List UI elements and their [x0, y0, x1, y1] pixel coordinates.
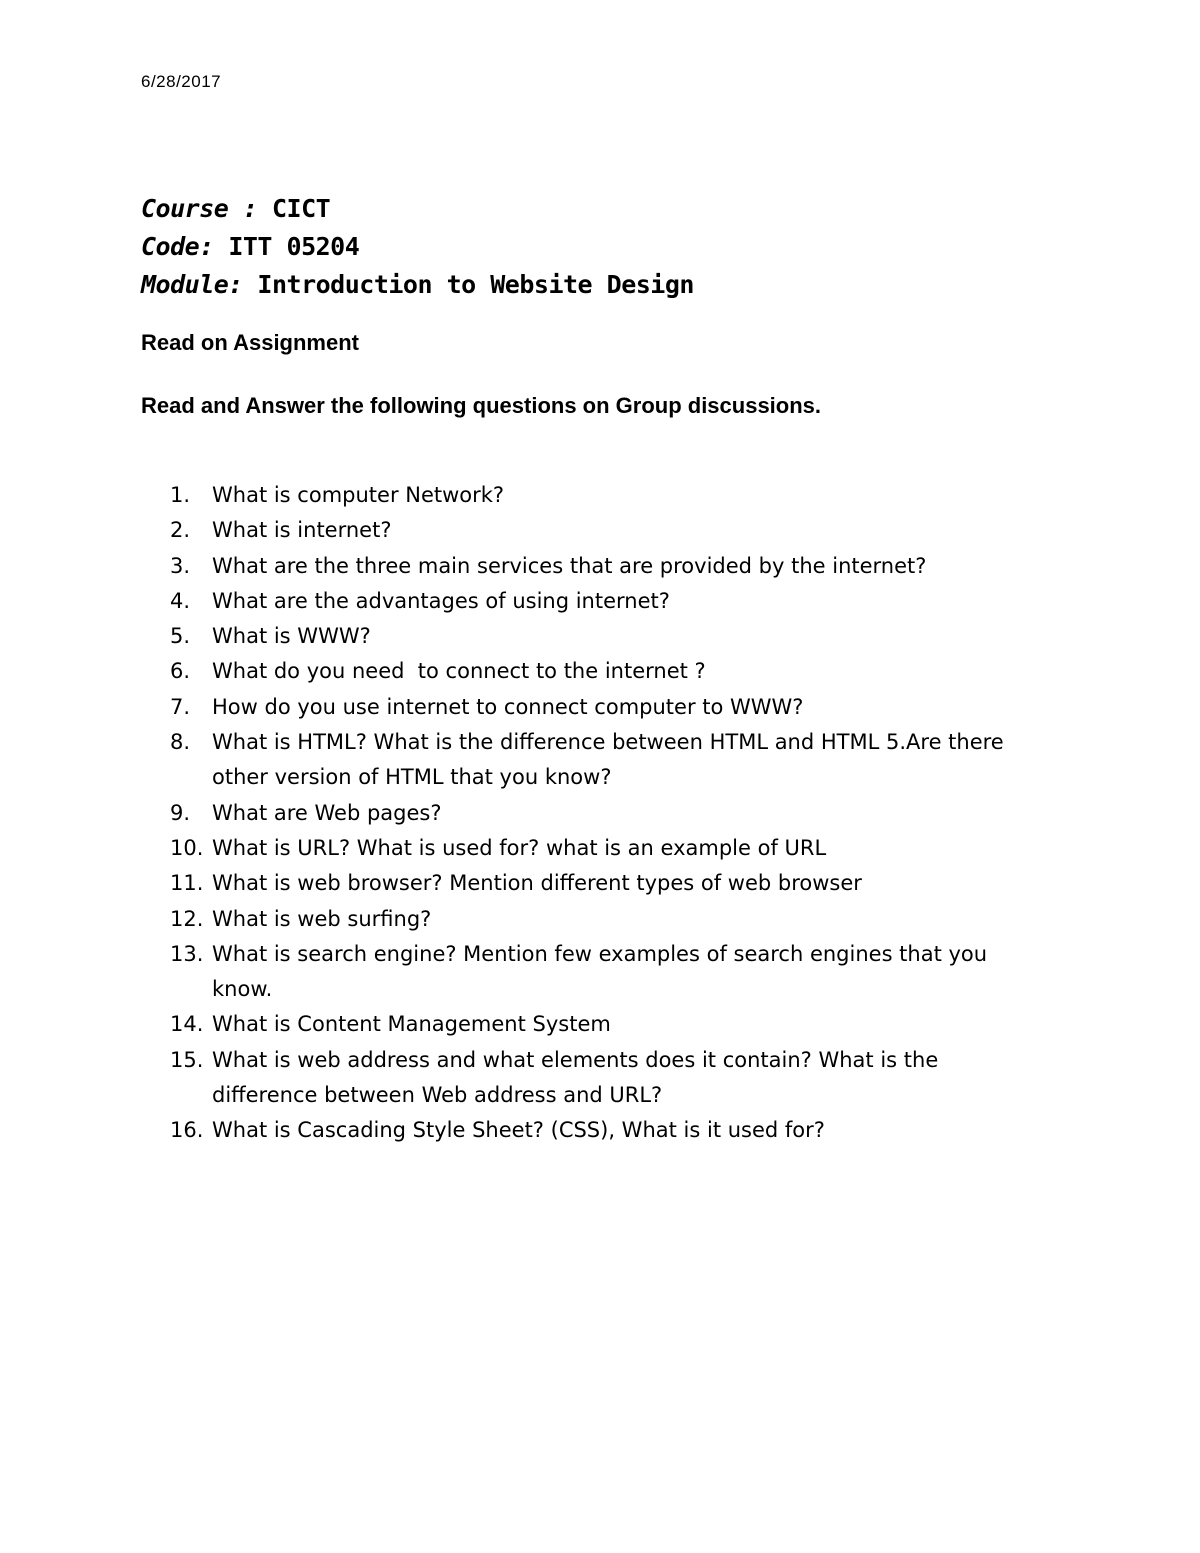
course-value: CICT: [271, 194, 331, 223]
question-text: What is search engine? Mention few examples of search engines that you know.: [212, 941, 988, 1002]
list-item: [170, 725, 1050, 796]
question-text: What are the advantages of using internet?: [212, 588, 670, 613]
question-number: 2.: [170, 518, 191, 543]
question-text: What is web browser? Mention different types of web browser: [212, 871, 862, 896]
question-text: What is internet?: [212, 518, 392, 543]
module-value: Introduction to Website Design: [257, 270, 694, 299]
question-text: What is Cascading Style Sheet? (CSS), What is it used for?: [212, 1118, 825, 1143]
question-number: 16.: [170, 1118, 204, 1143]
question-text: What is HTML? What is the difference between HTML and HTML 5.Are there other version of HTML that you know?: [212, 730, 1004, 790]
course-line: [141, 190, 694, 228]
list-item: [170, 902, 1050, 937]
question-number: 8.: [170, 730, 191, 755]
question-text: How do you use internet to connect computer to WWW?: [212, 694, 804, 719]
list-item: [170, 1043, 1050, 1114]
list-item: [170, 937, 1050, 1008]
list-item: [170, 549, 1050, 584]
list-item: [170, 619, 1050, 654]
question-number: 15.: [170, 1047, 204, 1072]
list-item: [170, 831, 1050, 866]
question-number: 9.: [170, 800, 191, 825]
question-text: What is web surfing?: [212, 906, 432, 931]
list-item: [170, 796, 1050, 831]
question-number: 12.: [170, 906, 204, 931]
list-item: [170, 866, 1050, 901]
course-header: [141, 190, 694, 304]
list-item: [170, 1113, 1050, 1148]
question-number: 4.: [170, 588, 191, 613]
code-label: Code:: [141, 232, 214, 261]
question-text: What do you need to connect to the internet ?: [212, 659, 706, 684]
list-item: [170, 1007, 1050, 1042]
question-text: What are Web pages?: [212, 800, 442, 825]
list-item: [170, 513, 1050, 548]
document-date: 6/28/2017: [141, 72, 222, 91]
question-number: 1.: [170, 483, 191, 507]
course-label: Course :: [141, 194, 258, 223]
question-number: 14.: [170, 1012, 204, 1037]
list-item: [170, 690, 1050, 725]
list-item: [170, 478, 1050, 513]
question-number: 13.: [170, 941, 204, 966]
question-number: 6.: [170, 659, 191, 684]
instructions-heading: Read and Answer the following questions on Group discussions.: [141, 393, 822, 418]
question-text: What is Content Management System: [212, 1012, 611, 1037]
code-value: ITT 05204: [228, 232, 360, 261]
code-line: [141, 228, 694, 266]
question-text: What are the three main services that are provided by the internet?: [212, 553, 927, 578]
question-text: What is URL? What is used for? what is an example of URL: [212, 835, 827, 860]
question-number: 10.: [170, 835, 204, 860]
question-text: What is computer Network?: [212, 483, 505, 507]
module-label: Module:: [141, 270, 243, 299]
question-number: 11.: [170, 871, 204, 896]
list-item: [170, 654, 1050, 689]
read-on-assignment-heading: Read on Assignment: [141, 330, 359, 355]
list-item: [170, 584, 1050, 619]
question-number: 3.: [170, 553, 191, 578]
module-line: [141, 266, 694, 304]
question-text: What is web address and what elements does it contain? What is the difference between Web address and URL?: [212, 1047, 939, 1108]
question-list: [170, 478, 1050, 1149]
question-number: 5.: [170, 624, 191, 649]
question-number: 7.: [170, 694, 191, 719]
question-text: What is WWW?: [212, 624, 371, 649]
